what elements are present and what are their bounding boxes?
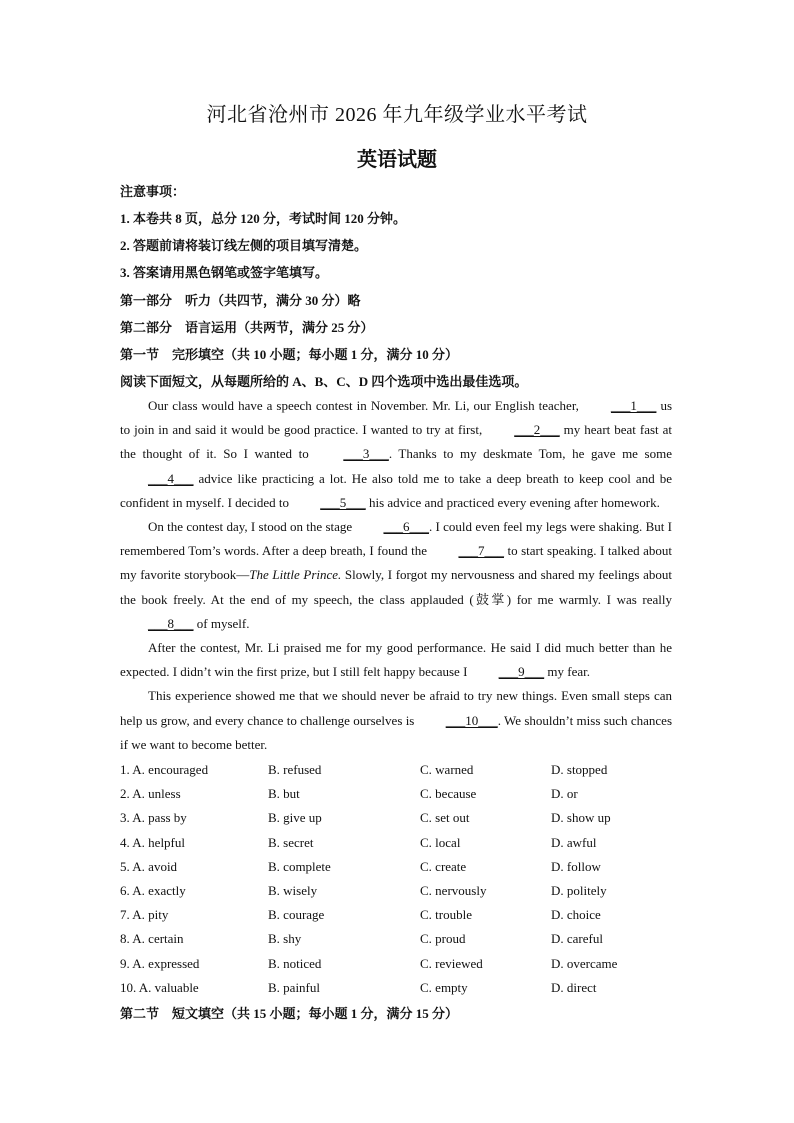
option-c: C. local	[420, 834, 461, 850]
option-c: C. empty	[420, 979, 468, 995]
notes-heading: 注意事项：	[120, 184, 186, 199]
option-d: D. stopped	[551, 762, 608, 777]
section1-instruction: 阅读下面短文，从每题所给的 A、B、C、D 四个选项中选出最佳选项。	[120, 374, 528, 389]
option-a: 9. A. expressed	[120, 955, 200, 971]
option-row	[120, 903, 672, 927]
section1-heading: 第一节 完形填空（共 10 小题；每小题 1 分，满分 10 分）	[120, 347, 459, 362]
note-item: 3. 答案请用黑色钢笔或签字笔填写。	[120, 265, 329, 280]
option-d: D. direct	[551, 979, 597, 995]
option-a: 6. A. exactly	[120, 882, 186, 898]
exam-subtitle: 英语试题	[357, 149, 437, 171]
option-d: D. or	[551, 786, 578, 802]
cloze-passage	[120, 394, 672, 757]
option-a: 4. A. helpful	[120, 834, 185, 850]
option-c: C. create	[420, 858, 467, 874]
option-row	[120, 879, 672, 903]
option-a: 2. A. unless	[120, 786, 181, 802]
option-b: B. complete	[268, 858, 331, 874]
blank-7: ___7___	[458, 543, 504, 559]
blank-1: ___1___	[610, 398, 657, 413]
book-title: The Little Prince.	[249, 567, 342, 583]
option-d: D. choice	[551, 907, 601, 923]
option-c: C. proud	[420, 931, 466, 947]
option-b: B. noticed	[268, 955, 322, 971]
options-list	[120, 758, 672, 1000]
blank-5: ___5___	[320, 494, 366, 510]
option-c: C. because	[420, 786, 477, 802]
option-a: 5. A. avoid	[120, 858, 178, 874]
blank-2: ___2___	[514, 422, 560, 438]
option-b: B. painful	[268, 979, 320, 995]
option-c: C. warned	[420, 762, 474, 777]
option-d: D. politely	[551, 882, 607, 898]
option-c: C. set out	[420, 810, 470, 826]
part-headings	[120, 287, 672, 395]
option-a: 8. A. certain	[120, 931, 184, 947]
option-d: D. show up	[551, 810, 611, 826]
passage-paragraph: This experience showed me that we should never be afraid to try new things. Even small steps can help us grow, and every chance to challenge ourselves is ___10___. We shouldn’t miss such chances if we want to become better.	[120, 688, 672, 752]
exam-title: 河北省沧州市 2026 年九年级学业水平考试	[206, 104, 588, 126]
option-c: C. trouble	[420, 907, 472, 923]
option-b: B. but	[268, 786, 300, 802]
option-a: 1. A. encouraged	[120, 762, 209, 777]
passage-paragraph: On the contest day, I stood on the stage ___6___. I could even feel my legs were shaking. But I remembered Tom’s words. After a deep breath, I found the ___7___ to start speaking. I talked about my favorite storybook—The Little Prince. Slowly, I forgot my nervousness and shared my feelings about the book freely. At the end of my speech, the class applauded (鼓掌) for me warmly. I was really ___8___ of myself.	[120, 515, 672, 636]
note-item: 1. 本卷共 8 页，总分 120 分，考试时间 120 分钟。	[120, 211, 407, 226]
passage-paragraph: Our class would have a speech contest in November. Mr. Li, our English teacher, ___1___ us to join in and said it would be good practice. I wanted to try at first, ___2___ my heart beat fast at the thought of it. So I wanted to ___3___. Thanks to my deskmate Tom, he gave me some ___4___ advice like practicing a lot. He also told me to take a deep breath to keep cool and be confident in myself. I decided to ___5___ his advice and practiced every evening after homework.	[120, 394, 672, 515]
passage-paragraph: After the contest, Mr. Li praised me for my good performance. He said I did much better than he expected. I didn’t win the first prize, but I still felt happy because I ___9___ my fear.	[120, 636, 672, 684]
option-row	[120, 952, 672, 976]
option-b: B. courage	[268, 907, 325, 923]
option-b: B. give up	[268, 810, 322, 826]
option-row	[120, 758, 672, 782]
notes-section	[120, 178, 672, 286]
option-d: D. overcame	[551, 955, 618, 971]
option-c: C. reviewed	[420, 955, 483, 971]
part1-heading: 第一部分 听力（共四节，满分 30 分）略	[120, 293, 361, 308]
note-item: 2. 答题前请将装订线左侧的项目填写清楚。	[120, 238, 368, 253]
option-b: B. shy	[268, 931, 302, 947]
option-row	[120, 782, 672, 806]
blank-10: ___10___	[445, 712, 498, 728]
option-b: B. wisely	[268, 882, 318, 898]
option-b: B. secret	[268, 834, 314, 850]
option-row	[120, 831, 672, 855]
option-d: D. follow	[551, 858, 601, 874]
option-a: 7. A. pity	[120, 907, 169, 923]
option-d: D. careful	[551, 931, 603, 947]
option-a: 3. A. pass by	[120, 810, 187, 826]
blank-8: ___8___	[148, 615, 194, 631]
option-row	[120, 927, 672, 951]
blank-4: ___4___	[148, 470, 194, 486]
option-b: B. refused	[268, 762, 322, 777]
blank-9: ___9___	[498, 664, 545, 680]
blank-6: ___6___	[383, 519, 429, 535]
part2-heading: 第二部分 语言运用（共两节，满分 25 分）	[120, 320, 374, 335]
option-row	[120, 855, 672, 879]
option-d: D. awful	[551, 834, 597, 850]
option-row	[120, 806, 672, 830]
blank-3: ___3___	[343, 446, 389, 462]
option-a: 10. A. valuable	[120, 979, 199, 995]
option-row	[120, 976, 672, 1000]
option-c: C. nervously	[420, 882, 487, 898]
section2-heading: 第二节 短文填空（共 15 小题；每小题 1 分，满分 15 分）	[120, 1006, 459, 1021]
